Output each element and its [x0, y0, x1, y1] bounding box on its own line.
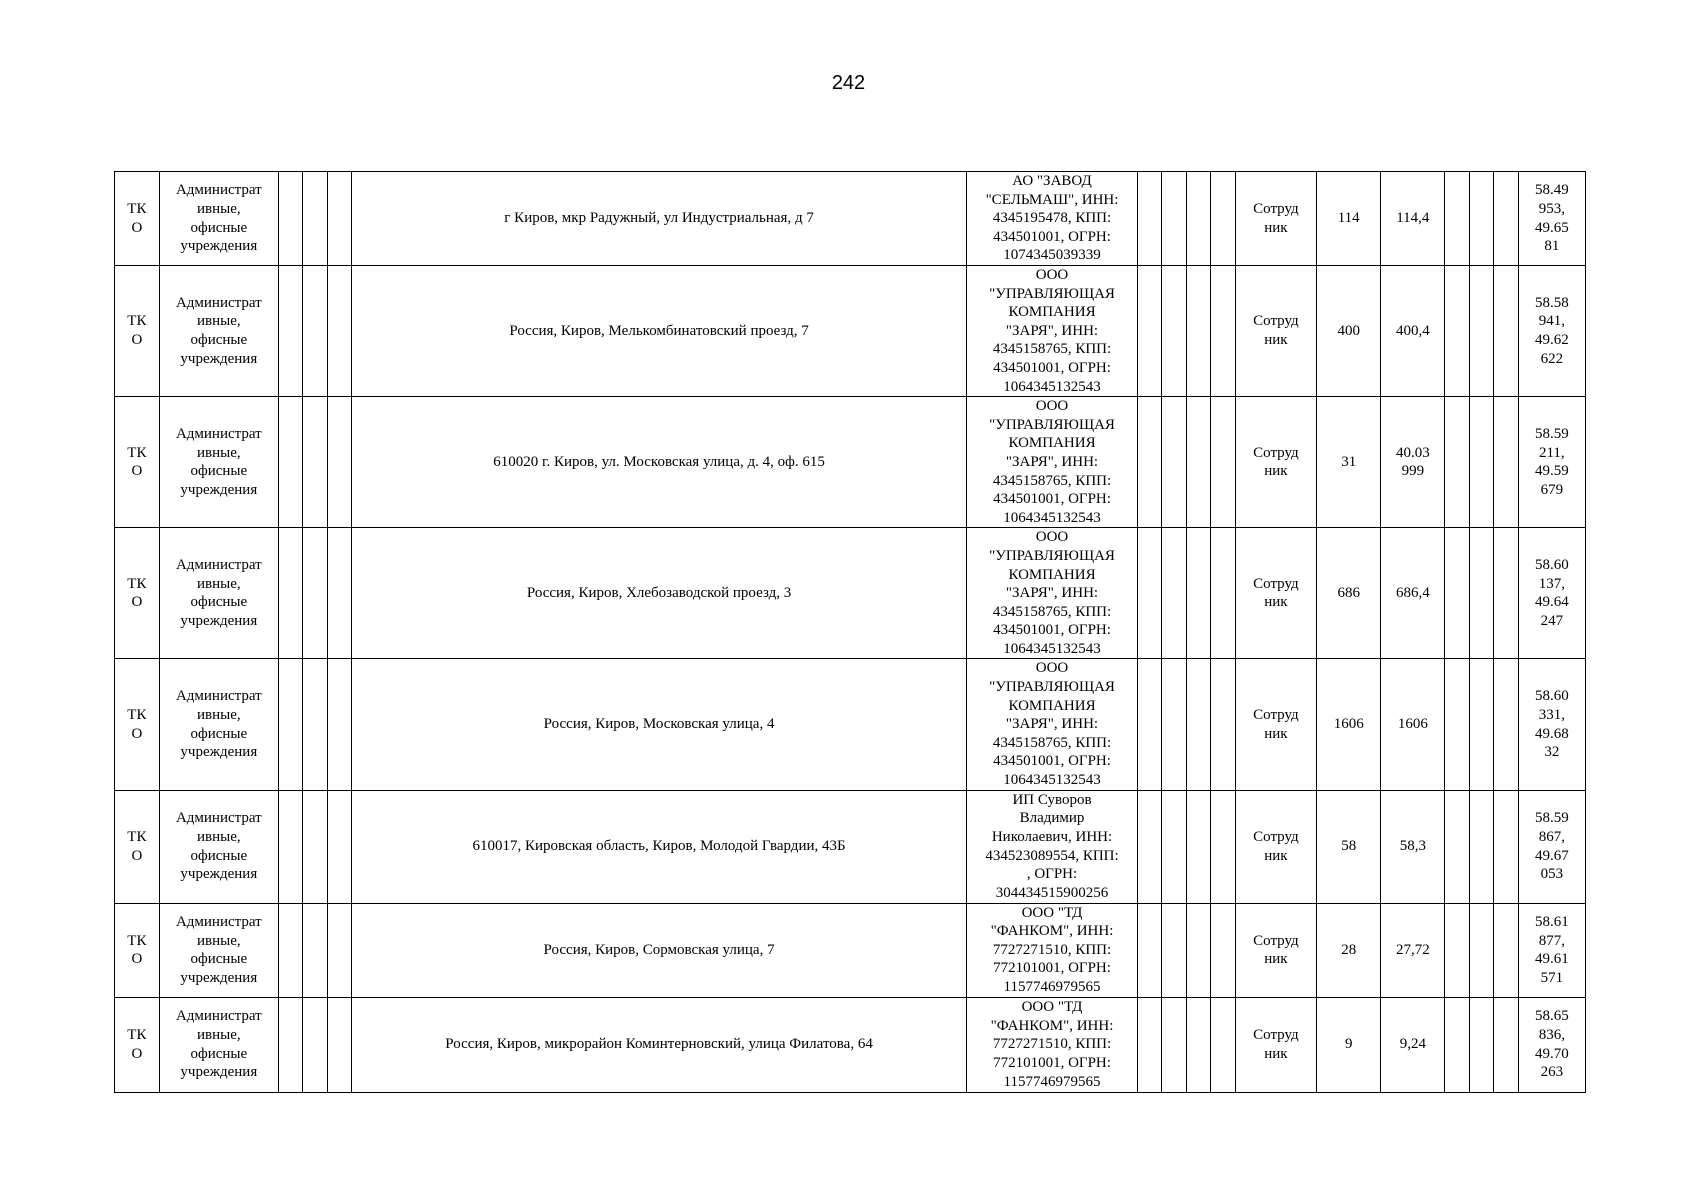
waste-type-cell: ТК О — [115, 266, 160, 397]
organization-cell: ООО "УПРАВЛЯЮЩАЯ КОМПАНИЯ "ЗАРЯ", ИНН: 4345158765, КПП: 434501001, ОГРН: 1064345132543 — [967, 528, 1138, 659]
quantity-cell: 58 — [1317, 790, 1381, 903]
empty-cell — [1211, 659, 1235, 790]
empty-cell — [1186, 903, 1210, 997]
empty-cell — [1211, 397, 1235, 528]
unit-cell: Сотруд ник — [1235, 903, 1316, 997]
coordinates-cell: 58.60 137, 49.64 247 — [1518, 528, 1585, 659]
address-cell: Россия, Киров, микрорайон Коминтерновский, улица Филатова, 64 — [352, 997, 967, 1092]
empty-cell — [1186, 528, 1210, 659]
empty-cell — [327, 659, 351, 790]
empty-cell — [1138, 266, 1162, 397]
category-cell: Администрат ивные, офисные учреждения — [159, 397, 278, 528]
organization-cell: ООО "ТД "ФАНКОМ", ИНН: 7727271510, КПП: 772101001, ОГРН: 1157746979565 — [967, 903, 1138, 997]
empty-cell — [1211, 997, 1235, 1092]
empty-cell — [1469, 997, 1493, 1092]
empty-cell — [303, 903, 327, 997]
quantity-cell: 28 — [1317, 903, 1381, 997]
empty-cell — [1445, 172, 1469, 266]
empty-cell — [1162, 903, 1186, 997]
empty-cell — [1445, 659, 1469, 790]
empty-cell — [1469, 903, 1493, 997]
unit-cell: Сотруд ник — [1235, 397, 1316, 528]
waste-type-cell: ТК О — [115, 903, 160, 997]
empty-cell — [1469, 659, 1493, 790]
category-cell: Администрат ивные, офисные учреждения — [159, 659, 278, 790]
unit-cell: Сотруд ник — [1235, 266, 1316, 397]
organization-cell: АО "ЗАВОД "СЕЛЬМАШ", ИНН: 4345195478, КПП: 434501001, ОГРН: 1074345039339 — [967, 172, 1138, 266]
empty-cell — [1186, 997, 1210, 1092]
organization-cell: ООО "УПРАВЛЯЮЩАЯ КОМПАНИЯ "ЗАРЯ", ИНН: 4345158765, КПП: 434501001, ОГРН: 1064345132543 — [967, 397, 1138, 528]
empty-cell — [1494, 528, 1518, 659]
address-cell: 610017, Кировская область, Киров, Молодой Гвардии, 43Б — [352, 790, 967, 903]
empty-cell — [1162, 266, 1186, 397]
coordinates-cell: 58.58 941, 49.62 622 — [1518, 266, 1585, 397]
empty-cell — [303, 528, 327, 659]
empty-cell — [278, 528, 302, 659]
unit-cell: Сотруд ник — [1235, 659, 1316, 790]
organization-cell: ООО "УПРАВЛЯЮЩАЯ КОМПАНИЯ "ЗАРЯ", ИНН: 4345158765, КПП: 434501001, ОГРН: 1064345132543 — [967, 659, 1138, 790]
waste-type-cell: ТК О — [115, 659, 160, 790]
empty-cell — [1494, 397, 1518, 528]
empty-cell — [278, 266, 302, 397]
empty-cell — [1211, 266, 1235, 397]
category-cell: Администрат ивные, офисные учреждения — [159, 266, 278, 397]
quantity-cell: 400 — [1317, 266, 1381, 397]
volume-cell: 27,72 — [1381, 903, 1445, 997]
empty-cell — [1186, 266, 1210, 397]
category-cell: Администрат ивные, офисные учреждения — [159, 903, 278, 997]
volume-cell: 40.03 999 — [1381, 397, 1445, 528]
unit-cell: Сотруд ник — [1235, 528, 1316, 659]
empty-cell — [1138, 528, 1162, 659]
waste-type-cell: ТК О — [115, 172, 160, 266]
waste-type-cell: ТК О — [115, 790, 160, 903]
address-cell: Россия, Киров, Мелькомбинатовский проезд, 7 — [352, 266, 967, 397]
empty-cell — [278, 997, 302, 1092]
empty-cell — [327, 266, 351, 397]
empty-cell — [1445, 266, 1469, 397]
table-row — [115, 790, 1586, 903]
empty-cell — [1494, 903, 1518, 997]
waste-sources-table — [114, 171, 1586, 1093]
empty-cell — [1494, 172, 1518, 266]
coordinates-cell: 58.65 836, 49.70 263 — [1518, 997, 1585, 1092]
empty-cell — [1186, 659, 1210, 790]
unit-cell: Сотруд ник — [1235, 172, 1316, 266]
table-row — [115, 997, 1586, 1092]
coordinates-cell: 58.49 953, 49.65 81 — [1518, 172, 1585, 266]
coordinates-cell: 58.59 867, 49.67 053 — [1518, 790, 1585, 903]
address-cell: Россия, Киров, Хлебозаводской проезд, 3 — [352, 528, 967, 659]
address-cell: 610020 г. Киров, ул. Московская улица, д. 4, оф. 615 — [352, 397, 967, 528]
empty-cell — [1469, 397, 1493, 528]
empty-cell — [1445, 528, 1469, 659]
empty-cell — [1186, 790, 1210, 903]
empty-cell — [1211, 528, 1235, 659]
unit-cell: Сотруд ник — [1235, 790, 1316, 903]
empty-cell — [1162, 172, 1186, 266]
table-row — [115, 172, 1586, 266]
empty-cell — [303, 659, 327, 790]
empty-cell — [1494, 997, 1518, 1092]
empty-cell — [1469, 266, 1493, 397]
coordinates-cell: 58.60 331, 49.68 32 — [1518, 659, 1585, 790]
address-cell: Россия, Киров, Московская улица, 4 — [352, 659, 967, 790]
empty-cell — [1162, 659, 1186, 790]
empty-cell — [278, 172, 302, 266]
address-cell: Россия, Киров, Сормовская улица, 7 — [352, 903, 967, 997]
empty-cell — [327, 997, 351, 1092]
empty-cell — [1494, 790, 1518, 903]
empty-cell — [1494, 659, 1518, 790]
empty-cell — [327, 172, 351, 266]
empty-cell — [303, 172, 327, 266]
empty-cell — [1162, 528, 1186, 659]
category-cell: Администрат ивные, офисные учреждения — [159, 997, 278, 1092]
address-cell: г Киров, мкр Радужный, ул Индустриальная, д 7 — [352, 172, 967, 266]
quantity-cell: 9 — [1317, 997, 1381, 1092]
empty-cell — [1211, 903, 1235, 997]
empty-cell — [1445, 997, 1469, 1092]
empty-cell — [303, 790, 327, 903]
empty-cell — [1138, 903, 1162, 997]
empty-cell — [327, 528, 351, 659]
empty-cell — [1211, 172, 1235, 266]
page-number: 242 — [831, 72, 866, 94]
organization-cell: ИП Суворов Владимир Николаевич, ИНН: 434523089554, КПП: , ОГРН: 304434515900256 — [967, 790, 1138, 903]
empty-cell — [278, 397, 302, 528]
empty-cell — [1138, 790, 1162, 903]
empty-cell — [1445, 790, 1469, 903]
empty-cell — [1494, 266, 1518, 397]
volume-cell: 114,4 — [1381, 172, 1445, 266]
empty-cell — [1211, 790, 1235, 903]
volume-cell: 400,4 — [1381, 266, 1445, 397]
empty-cell — [1445, 397, 1469, 528]
organization-cell: ООО "ТД "ФАНКОМ", ИНН: 7727271510, КПП: 772101001, ОГРН: 1157746979565 — [967, 997, 1138, 1092]
empty-cell — [1138, 997, 1162, 1092]
empty-cell — [1469, 172, 1493, 266]
empty-cell — [327, 790, 351, 903]
category-cell: Администрат ивные, офисные учреждения — [159, 528, 278, 659]
empty-cell — [327, 903, 351, 997]
empty-cell — [1445, 903, 1469, 997]
quantity-cell: 686 — [1317, 528, 1381, 659]
category-cell: Администрат ивные, офисные учреждения — [159, 172, 278, 266]
empty-cell — [1186, 397, 1210, 528]
unit-cell: Сотруд ник — [1235, 997, 1316, 1092]
empty-cell — [1469, 528, 1493, 659]
waste-type-cell: ТК О — [115, 397, 160, 528]
quantity-cell: 31 — [1317, 397, 1381, 528]
empty-cell — [1138, 659, 1162, 790]
volume-cell: 58,3 — [1381, 790, 1445, 903]
category-cell: Администрат ивные, офисные учреждения — [159, 790, 278, 903]
organization-cell: ООО "УПРАВЛЯЮЩАЯ КОМПАНИЯ "ЗАРЯ", ИНН: 4345158765, КПП: 434501001, ОГРН: 1064345132543 — [967, 266, 1138, 397]
empty-cell — [1162, 397, 1186, 528]
empty-cell — [1138, 172, 1162, 266]
empty-cell — [303, 397, 327, 528]
empty-cell — [303, 266, 327, 397]
empty-cell — [278, 903, 302, 997]
empty-cell — [1162, 790, 1186, 903]
volume-cell: 1606 — [1381, 659, 1445, 790]
table-row — [115, 266, 1586, 397]
empty-cell — [1469, 790, 1493, 903]
table-row — [115, 397, 1586, 528]
table-row — [115, 659, 1586, 790]
empty-cell — [327, 397, 351, 528]
empty-cell — [278, 790, 302, 903]
empty-cell — [278, 659, 302, 790]
coordinates-cell: 58.61 877, 49.61 571 — [1518, 903, 1585, 997]
quantity-cell: 1606 — [1317, 659, 1381, 790]
empty-cell — [303, 997, 327, 1092]
table-row — [115, 903, 1586, 997]
empty-cell — [1186, 172, 1210, 266]
empty-cell — [1138, 397, 1162, 528]
coordinates-cell: 58.59 211, 49.59 679 — [1518, 397, 1585, 528]
volume-cell: 9,24 — [1381, 997, 1445, 1092]
volume-cell: 686,4 — [1381, 528, 1445, 659]
empty-cell — [1162, 997, 1186, 1092]
waste-type-cell: ТК О — [115, 997, 160, 1092]
waste-type-cell: ТК О — [115, 528, 160, 659]
table-row — [115, 528, 1586, 659]
quantity-cell: 114 — [1317, 172, 1381, 266]
